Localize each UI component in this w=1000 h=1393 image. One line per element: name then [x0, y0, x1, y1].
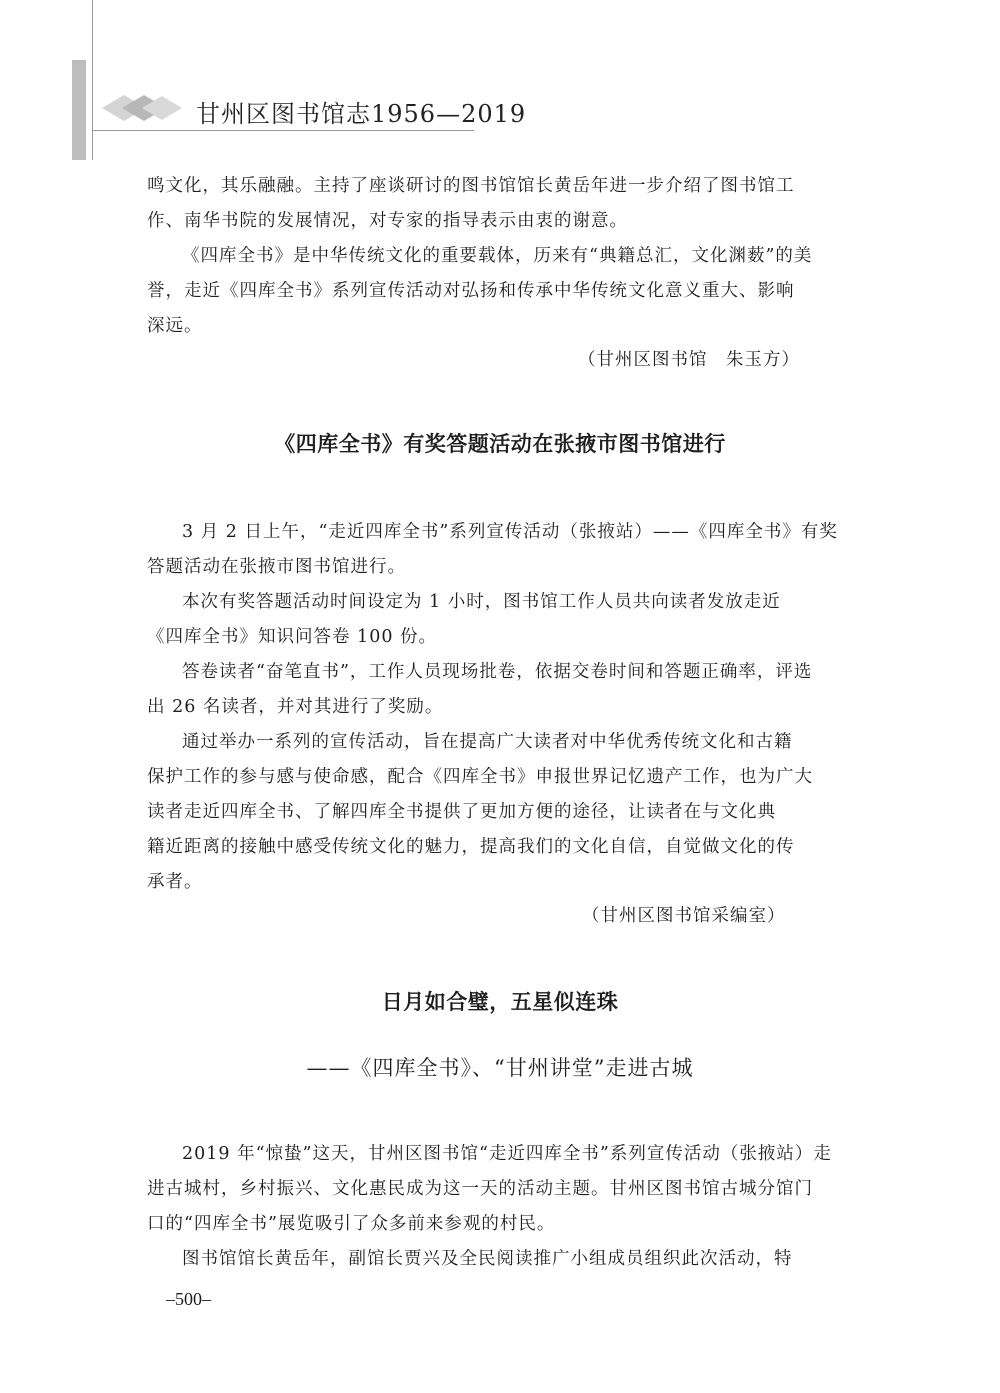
section-title: 《四库全书》有奖答题活动在张掖市图书馆进行 [274, 432, 726, 456]
body-line: 进古城村，乡村振兴、文化惠民成为这一天的活动主题。甘州区图书馆古城分馆门 [147, 1179, 813, 1199]
body-line: 本次有奖答题活动时间设定为 1 小时，图书馆工作人员共向读者发放走近 [182, 592, 781, 612]
page-number: –500– [166, 1289, 211, 1309]
body-line: 2019 年“惊蛰”这天，甘州区图书馆“走近四库全书”系列宣传活动（张掖站）走 [182, 1144, 832, 1164]
header-horizontal-rule [92, 130, 474, 131]
body-line: 《四库全书》是中华传统文化的重要载体，历来有“典籍总汇，文化渊薮”的美 [182, 246, 813, 266]
body-line: 读者走近四库全书、了解四库全书提供了更加方便的途径，让读者在与文化典 [147, 802, 776, 822]
body-line: 籍近距离的接触中感受传统文化的魅力，提高我们的文化自信，自觉做文化的传 [147, 837, 795, 857]
section-subtitle: ——《四库全书》、“甘州讲堂”走进古城 [306, 1056, 694, 1080]
body-line: 通过举办一系列的宣传活动，旨在提高广大读者对中华优秀传统文化和古籍 [182, 732, 793, 752]
body-line: 3 月 2 日上午，“走近四库全书”系列宣传活动（张掖站）——《四库全书》有奖 [182, 522, 838, 542]
body-line: 答卷读者“奋笔直书”，工作人员现场批卷，依据交卷时间和答题正确率，评选 [182, 662, 813, 682]
header-vertical-rule [92, 0, 93, 160]
body-line: 深远。 [147, 316, 203, 336]
body-line: 图书馆馆长黄岳年，副馆长贾兴及全民阅读推广小组成员组织此次活动，特 [182, 1249, 793, 1269]
body-line: 《四库全书》知识问答卷 100 份。 [147, 627, 438, 647]
section-title: 日月如合璧，五星似连珠 [381, 990, 619, 1014]
source-attribution: （甘州区图书馆 朱玉方） [578, 350, 800, 370]
body-line: 承者。 [147, 872, 203, 892]
header-diamond-ornament [100, 92, 190, 124]
body-line: 保护工作的参与感与使命感，配合《四库全书》申报世界记忆遗产工作，也为广大 [147, 767, 813, 787]
body-line: 答题活动在张掖市图书馆进行。 [147, 557, 406, 577]
running-header-title: 甘州区图书馆志1956—2019 [196, 100, 527, 128]
body-line: 出 26 名读者，并对其进行了奖励。 [147, 697, 444, 717]
body-line: 誉，走近《四库全书》系列宣传活动对弘扬和传承中华传统文化意义重大、影响 [147, 281, 795, 301]
header-side-bar [72, 60, 86, 160]
body-line: 鸣文化，其乐融融。主持了座谈研讨的图书馆馆长黄岳年进一步介绍了图书馆工 [147, 176, 795, 196]
body-line: 作、南华书院的发展情况，对专家的指导表示由衷的谢意。 [147, 211, 628, 231]
body-line: 口的“四库全书”展览吸引了众多前来参观的村民。 [147, 1214, 556, 1234]
source-attribution: （甘州区图书馆采编室） [582, 906, 786, 926]
